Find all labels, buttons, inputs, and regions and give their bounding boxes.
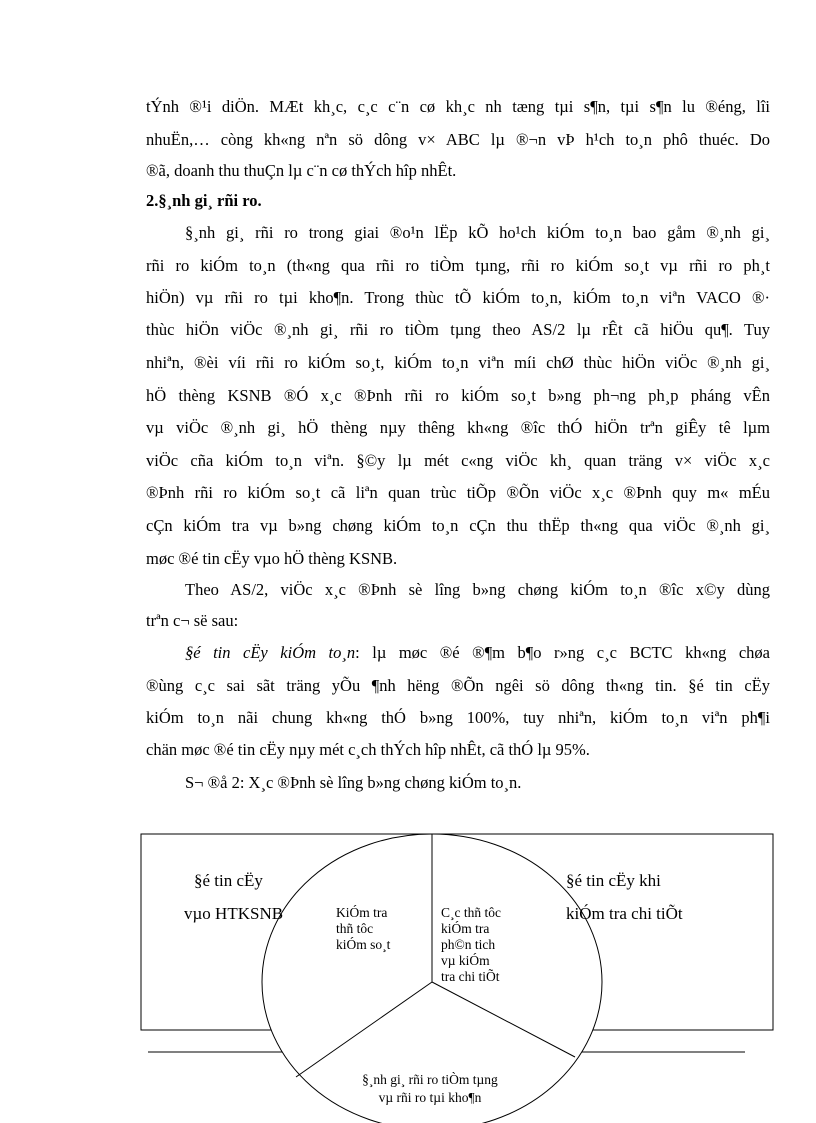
pie-right-line: tra chi tiÕt — [441, 969, 500, 984]
right-label-line2: kiÓm tra chi tiÕt — [566, 904, 683, 923]
body-line: rñi ro kiÓm to¸n (th«ng qua rñi ro tiÒm tµng, rñi ro kiÓm so¸t vµ rñi ro ph¸t — [146, 256, 770, 275]
pie-right-line: kiÓm tra — [441, 921, 490, 936]
body-line: tÝnh ®¹i diÖn. MÆt kh¸c, c¸c c¨n cø kh¸c nh tæng tµi s¶n, tµi s¶n lu ®éng, lîi — [146, 97, 770, 116]
body-line: vµ viÖc ®¸nh gi¸ hÖ thèng nµy thêng kh«ng ®îc thÓ hiÖn trªn giÊy tê lµm — [146, 418, 770, 437]
body-line-definition — [185, 637, 770, 669]
body-line: nhiªn, ®èi víi rñi ro kiÓm so¸t, kiÓm to¸n viªn míi chØ thùc hiÖn viÖc ®¸nh gi¸ — [146, 353, 770, 372]
body-line: hiÖn) vµ rñi ro tµi kho¶n. Trong thùc tÕ kiÓm to¸n, kiÓm to¸n viªn VACO ®· — [146, 288, 770, 307]
pie-left-line: kiÓm so¸t — [336, 937, 391, 952]
defined-term: §é tin cËy kiÓm to¸n — [185, 643, 356, 662]
left-label-line2: vµo HTKSNB — [184, 904, 284, 923]
body-line: nhuËn,… còng kh«ng nªn sö dông v× ABC lµ ®¬n vÞ h¹ch to¸n phô thuéc. Do — [146, 130, 770, 149]
diagram-caption: S¬ ®å 2: X¸c ®Þnh sè lîng b»ng chøng kiÓm to¸n. — [185, 773, 522, 792]
pie-segment-right — [441, 905, 501, 985]
pie-segment-bottom — [340, 1071, 520, 1107]
pie-left-line: KiÓm tra — [336, 905, 388, 920]
pie-bottom-line: vµ rñi ro tµi kho¶n — [378, 1090, 482, 1105]
body-line: Theo AS/2, viÖc x¸c ®Þnh sè lîng b»ng chøng kiÓm to¸n ®îc x©y dùng — [185, 580, 770, 599]
pie-right-line: vµ kiÓm — [441, 953, 490, 968]
body-line: thùc hiÖn viÖc ®¸nh gi¸ rñi ro tiÒm tµng theo AS/2 lµ rÊt cã hiÖu qu¶. Tuy — [146, 320, 770, 339]
body-line: ®ùng c¸c sai sãt träng yÕu ¶nh hëng ®Õn ngêi sö dông th«ng tin. §é tin cËy — [146, 676, 770, 695]
pie-right-line: C¸c thñ tôc — [441, 905, 501, 920]
pie-right-line: ph©n tich — [441, 937, 496, 952]
body-line: ®Þnh rñi ro kiÓm so¸t cã liªn quan trùc tiÕp ®Õn viÖc x¸c ®Þnh quy m« mÉu — [146, 483, 770, 502]
body-line: møc ®é tin cËy vµo hÖ thèng KSNB. — [146, 549, 398, 568]
audit-evidence-diagram — [0, 820, 816, 1123]
body-line: kiÓm to¸n nãi chung kh«ng thÓ b»ng 100%, tuy nhiªn, kiÓm to¸n viªn ph¶i — [146, 708, 770, 727]
body-line: viÖc cña kiÓm to¸n viªn. §©y lµ mét c«ng viÖc kh¸ quan träng v× viÖc x¸c — [146, 451, 770, 470]
pie-left-line: thñ tôc — [336, 921, 374, 936]
body-line: chän møc ®é tin cËy nµy mét c¸ch thÝch hîp nhÊt, cã thÓ lµ 95%. — [146, 740, 590, 759]
left-label-line1: §é tin cËy — [194, 871, 263, 890]
definition-text: : lµ møc ®é ®¶m b¶o r»ng c¸c BCTC kh«ng chøa — [355, 643, 770, 662]
pie-segment-left — [336, 905, 390, 953]
body-line: §¸nh gi¸ rñi ro trong giai ®o¹n lËp kÕ ho¹ch kiÓm to¸n bao gåm ®¸nh gi¸ — [185, 223, 770, 242]
right-label-line1: §é tin cËy khi — [566, 871, 661, 890]
pie-bottom-line: §¸nh gi¸ rñi ro tiÒm tµng — [362, 1072, 498, 1087]
section-heading: 2.§¸nh gi¸ rñi ro. — [146, 191, 262, 210]
body-line: cÇn kiÓm tra vµ b»ng chøng kiÓm to¸n cÇn thu thËp th«ng qua viÖc ®¸nh gi¸ — [146, 516, 770, 535]
body-line: hÖ thèng KSNB ®Ó x¸c ®Þnh rñi ro kiÓm so¸t b»ng ph¬ng ph¸p pháng vÊn — [146, 386, 770, 405]
body-line: ®ã, doanh thu thuÇn lµ c¨n cø thÝch hîp nhÊt. — [146, 161, 457, 180]
body-line: trªn c¬ së sau: — [146, 611, 239, 630]
